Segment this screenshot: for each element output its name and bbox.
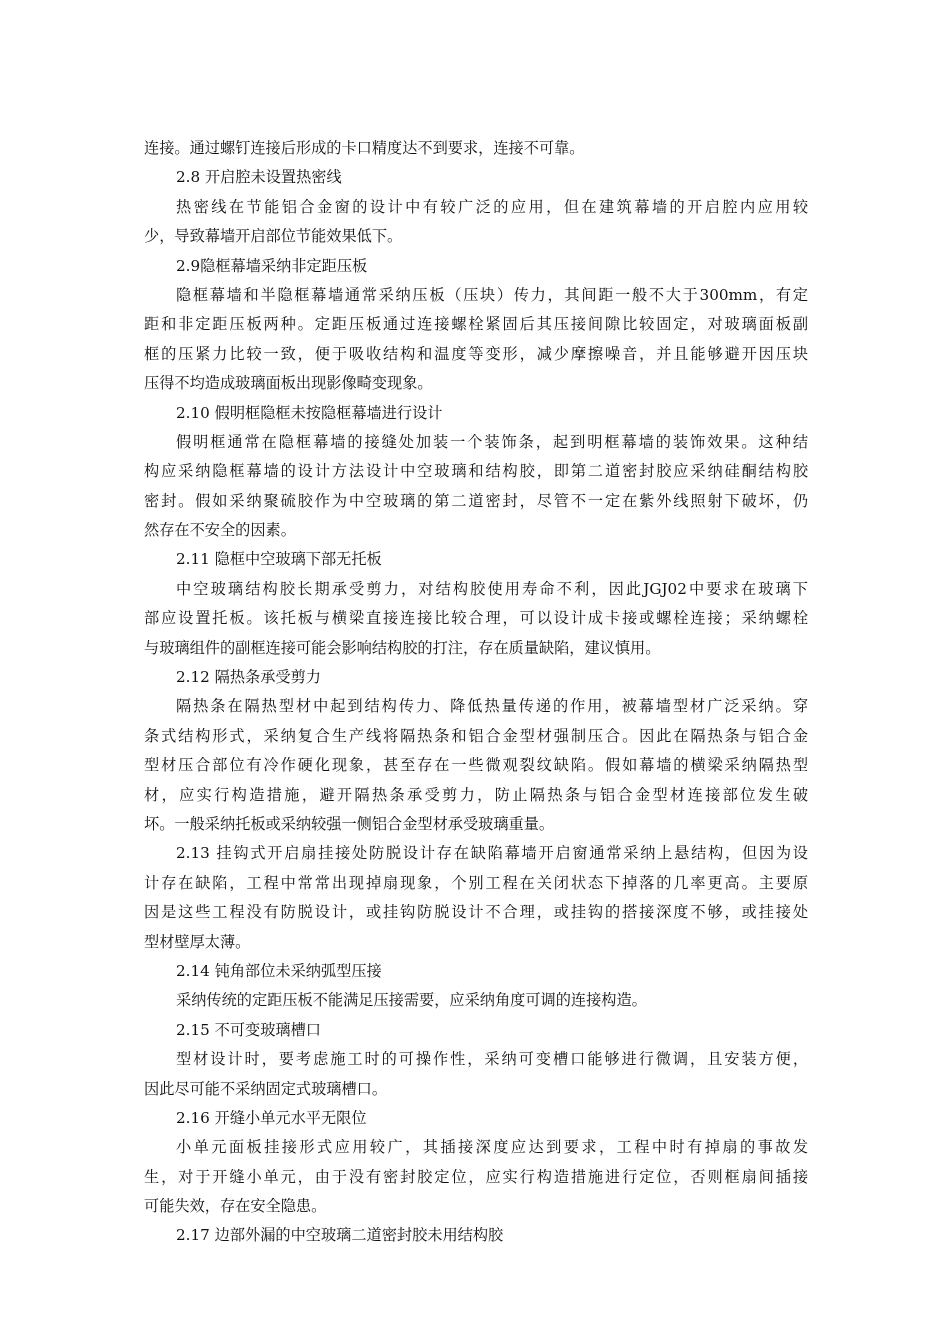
section-heading: 2.9隐框幕墙采纳非定距压板 [176, 256, 368, 275]
paragraph-line: 中空玻璃结构胶长期承受剪力，对结构胶使用寿命不利，因此JGJ02中要求在玻璃下 [176, 579, 808, 598]
section-heading: 2.11 隐框中空玻璃下部无托板 [176, 550, 382, 569]
paragraph-line: 然存在不安全的因素。 [144, 521, 296, 540]
paragraph-line: 压得不均造成玻璃面板出现影像畸变现象。 [144, 374, 433, 393]
paragraph-line: 材，应实行构造措施，避开隔热条承受剪力，防止隔热条与铝合金型材连接部位发生破 [144, 785, 808, 804]
paragraph-line: 因是这些工程没有防脱设计，或挂钩防脱设计不合理，或挂钩的搭接深度不够，或挂接处 [144, 903, 808, 922]
paragraph-line: 热密线在节能铝合金窗的设计中有较广泛的应用，但在建筑幕墙的开启腔内应用较 [176, 197, 808, 216]
section-heading: 2.16 开缝小单元水平无限位 [176, 1108, 367, 1127]
paragraph-line: 密封。假如采纳聚硫胶作为中空玻璃的第二道密封，尽管不一定在紫外线照射下破坏，仍 [144, 491, 808, 510]
section-heading: 2.15 不可变玻璃槽口 [176, 1020, 321, 1039]
paragraph-line: 条式结构形式，采纳复合生产线将隔热条和铝合金型材强制压合。因此在隔热条与铝合金 [144, 726, 808, 745]
paragraph-line: 型材壁厚太薄。 [144, 932, 251, 951]
document-body [144, 134, 808, 1251]
paragraph-line: 小单元面板挂接形式应用较广，其插接深度应达到要求，工程中时有掉扇的事故发 [176, 1138, 808, 1157]
paragraph-line: 坏。一般采纳托板或采纳较强一侧铝合金型材承受玻璃重量。 [144, 814, 555, 833]
paragraph-line: 可能失效，存在安全隐患。 [144, 1197, 327, 1216]
section-heading: 2.17 边部外漏的中空玻璃二道密封胶未用结构胶 [176, 1226, 504, 1245]
paragraph-line: 与玻璃组件的副框连接可能会影响结构胶的打注，存在质量缺陷，建议慎用。 [144, 638, 661, 657]
paragraph-line: 构应采纳隐框幕墙的设计方法设计中空玻璃和结构胶，即第二道密封胶应采纳硅酮结构胶 [144, 462, 808, 481]
paragraph-line: 生，对于开缝小单元，由于没有密封胶定位，应实行构造措施进行定位，否则框扇间插接 [144, 1167, 808, 1186]
paragraph-line: 因此尽可能不采纳固定式玻璃槽口。 [144, 1079, 387, 1098]
paragraph-line: 型材设计时，要考虑施工时的可操作性，采纳可变槽口能够进行微调，且安装方便， [176, 1050, 808, 1069]
section-heading: 2.8 开启腔未设置热密线 [176, 168, 342, 187]
paragraph-line: 少，导致幕墙开启部位节能效果低下。 [144, 227, 403, 246]
section-heading: 2.10 假明框隐框未按隐框幕墙进行设计 [176, 403, 443, 422]
paragraph-line: 隐框幕墙和半隐框幕墙通常采纳压板（压块）传力，其间距一般不大于300mm，有定 [176, 285, 808, 304]
paragraph-line: 部应设置托板。该托板与横梁直接连接比较合理，可以设计成卡接或螺栓连接；采纳螺栓 [144, 609, 808, 628]
paragraph-line: 框的压紧力比较一致，便于吸收结构和温度等变形，减少摩擦噪音，并且能够避开因压块 [144, 344, 808, 363]
paragraph-line: 采纳传统的定距压板不能满足压接需要，应采纳角度可调的连接构造。 [176, 991, 647, 1010]
paragraph-line: 假明框通常在隐框幕墙的接缝处加装一个装饰条，起到明框幕墙的装饰效果。这种结 [176, 432, 808, 451]
paragraph-line: 隔热条在隔热型材中起到结构传力、降低热量传递的作用，被幕墙型材广泛采纳。穿 [176, 697, 808, 716]
paragraph-line: 连接。通过螺钉连接后形成的卡口精度达不到要求，连接不可靠。 [144, 139, 585, 157]
paragraph-line: 型材压合部位有冷作硬化现象，甚至存在一些微观裂纹缺陷。假如幕墙的横梁采纳隔热型 [144, 756, 808, 775]
paragraph-line: 距和非定距压板两种。定距压板通过连接螺栓紧固后其压接间隙比较固定，对玻璃面板副 [144, 315, 808, 334]
paragraph-line: 计存在缺陷，工程中常常出现掉扇现象，个别工程在关闭状态下掉落的几率更高。主要原 [144, 873, 808, 892]
section-heading: 2.12 隔热条承受剪力 [176, 668, 321, 687]
section-heading: 2.14 钝角部位未采纳弧型压接 [176, 961, 382, 980]
section-heading: 2.13 挂钩式开启扇挂接处防脱设计存在缺陷幕墙开启窗通常采纳上悬结构，但因为设 [176, 844, 808, 863]
